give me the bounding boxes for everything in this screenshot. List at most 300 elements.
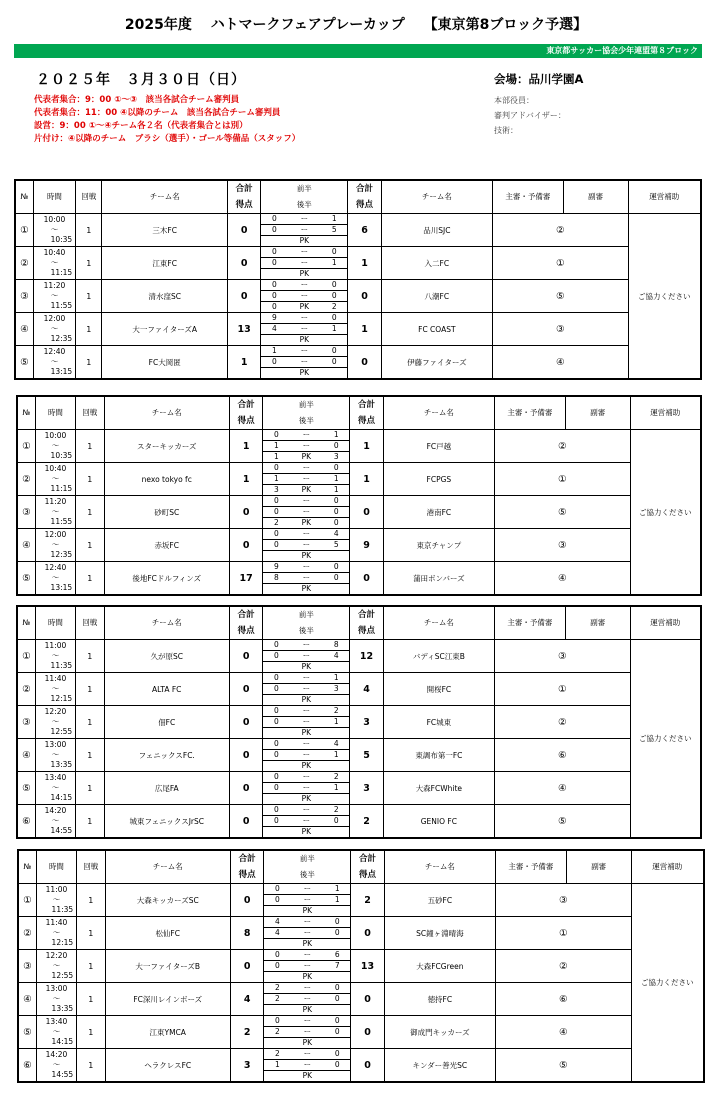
match-time xyxy=(36,1016,76,1049)
col-assistant: 副審 xyxy=(565,396,630,430)
time-separator: ～ xyxy=(52,928,61,937)
referee-team: ③ xyxy=(496,884,632,917)
match-row xyxy=(17,706,701,739)
match-number: ⑤ xyxy=(17,562,35,596)
col-assistant: 副審 xyxy=(563,180,628,214)
dash: ー xyxy=(300,247,309,256)
col-time: 時間 xyxy=(33,180,75,214)
assembly-notes xyxy=(34,94,300,146)
pk-score xyxy=(264,972,350,982)
match-time xyxy=(36,950,76,983)
second-half-score xyxy=(263,573,349,584)
referee-team: ① xyxy=(495,463,631,496)
home-total: 0 xyxy=(229,496,262,529)
home-total: 0 xyxy=(229,772,262,805)
schedule-table xyxy=(17,849,705,1083)
score-breakdown xyxy=(263,496,350,529)
score-breakdown xyxy=(263,529,350,562)
second-half-label: 後半 xyxy=(296,200,312,209)
match-time xyxy=(33,214,75,247)
time-separator: ～ xyxy=(51,441,60,450)
dash: ー xyxy=(302,441,311,450)
away-goals: 6 xyxy=(334,950,340,959)
home-team: ヘラクレスFC xyxy=(105,1049,230,1083)
home-team: 江東FC xyxy=(102,247,227,280)
dash: ー xyxy=(303,1049,312,1058)
home-goals: 8 xyxy=(273,573,279,582)
second-half-score xyxy=(263,441,349,452)
score-breakdown xyxy=(264,1016,351,1049)
time-separator: ～ xyxy=(50,324,59,333)
match-number: ② xyxy=(18,917,36,950)
dash: ー xyxy=(302,706,311,715)
home-goals: 0 xyxy=(273,540,279,549)
first-half-score xyxy=(264,983,350,994)
first-half-score xyxy=(261,214,347,225)
start-time: 13:00 xyxy=(44,740,67,749)
end-time: 14:55 xyxy=(50,826,73,835)
score-breakdown xyxy=(264,884,351,917)
first-half-score xyxy=(263,496,349,507)
home-goals xyxy=(263,584,289,594)
col-away-team: チーム名 xyxy=(383,396,494,430)
home-goals: 0 xyxy=(273,805,279,814)
dash: ー xyxy=(302,562,311,571)
home-goals: 1 xyxy=(273,474,279,483)
end-time: 11:55 xyxy=(50,301,73,310)
dash: ー xyxy=(303,1060,312,1069)
second-half-label: 後半 xyxy=(298,626,314,635)
second-half-score xyxy=(264,895,350,906)
end-time: 10:35 xyxy=(50,451,73,460)
home-goals xyxy=(264,906,290,916)
second-half-score xyxy=(263,750,349,761)
col-away-total xyxy=(351,850,384,884)
match-row xyxy=(17,496,701,529)
away-team: 東調布第一FC xyxy=(383,739,494,772)
away-goals xyxy=(323,761,349,771)
match-time xyxy=(35,430,75,463)
away-total: 0 xyxy=(351,1049,384,1083)
col-away-team: チーム名 xyxy=(383,606,494,640)
away-goals: 0 xyxy=(333,441,339,450)
away-goals: 1 xyxy=(333,485,339,494)
time-separator: ～ xyxy=(52,895,61,904)
home-goals: 1 xyxy=(271,346,277,355)
col-assistant: 副審 xyxy=(565,606,630,640)
match-number: ① xyxy=(17,640,35,673)
away-total: 2 xyxy=(351,884,384,917)
away-goals xyxy=(323,728,349,738)
match-row xyxy=(17,805,701,839)
away-goals xyxy=(321,236,347,246)
pk-score xyxy=(263,584,349,594)
home-goals: 0 xyxy=(274,1016,280,1025)
col-no: № xyxy=(17,606,35,640)
home-goals xyxy=(261,236,287,246)
round: 1 xyxy=(77,950,105,983)
end-time: 12:15 xyxy=(50,694,73,703)
home-goals: 4 xyxy=(271,324,277,333)
round: 1 xyxy=(77,917,105,950)
end-time: 11:35 xyxy=(50,661,73,670)
end-time: 11:55 xyxy=(50,517,73,526)
start-time: 11:00 xyxy=(44,641,67,650)
total-label: 合計 xyxy=(235,184,253,194)
home-team: 江東YMCA xyxy=(105,1016,230,1049)
home-goals: 0 xyxy=(273,684,279,693)
pk-score xyxy=(263,827,349,837)
home-goals xyxy=(261,269,287,279)
dash: ー xyxy=(303,895,312,904)
home-total: 4 xyxy=(230,983,263,1016)
away-total: 1 xyxy=(348,247,381,280)
home-goals: 0 xyxy=(273,463,279,472)
col-no: № xyxy=(15,180,33,214)
association-banner: 東京都サッカー協会少年連盟第８ブロック xyxy=(14,44,702,58)
dash: ー xyxy=(300,258,309,267)
away-team: 伊藤ファイターズ xyxy=(381,346,492,380)
away-total: 6 xyxy=(348,214,381,247)
time-separator: ～ xyxy=(52,1060,61,1069)
score-breakdown xyxy=(264,950,351,983)
home-goals xyxy=(263,761,289,771)
dash: ー xyxy=(302,496,311,505)
away-goals xyxy=(324,1038,350,1048)
round: 1 xyxy=(77,884,105,917)
time-separator: ～ xyxy=(51,507,60,516)
end-time: 13:15 xyxy=(50,583,73,592)
pk-score xyxy=(261,236,347,246)
referee-team: ⑤ xyxy=(492,280,628,313)
home-team: 大森キッカーズSC xyxy=(105,884,230,917)
col-home-total xyxy=(229,606,262,640)
start-time: 11:20 xyxy=(44,497,67,506)
away-team: FC城東 xyxy=(383,706,494,739)
end-time: 12:55 xyxy=(51,971,74,980)
away-goals: 0 xyxy=(333,507,339,516)
end-time: 12:35 xyxy=(50,334,73,343)
time-separator: ～ xyxy=(50,258,59,267)
second-half-score xyxy=(261,291,347,302)
match-number: ③ xyxy=(17,496,35,529)
match-time xyxy=(35,463,75,496)
home-goals xyxy=(264,1071,290,1081)
dash: ー xyxy=(302,507,311,516)
home-team: 砂町SC xyxy=(104,496,229,529)
away-team: 開桜FC xyxy=(383,673,494,706)
second-half-score xyxy=(263,717,349,728)
first-half-score xyxy=(263,430,349,441)
col-home-team: チーム名 xyxy=(102,180,227,214)
pk-label: PK xyxy=(302,1071,313,1080)
col-support: 運営補助 xyxy=(628,180,701,214)
col-away-total xyxy=(348,180,381,214)
away-goals: 0 xyxy=(334,983,340,992)
round: 1 xyxy=(77,1049,105,1083)
home-team: 松仙FC xyxy=(105,917,230,950)
away-goals: 0 xyxy=(333,562,339,571)
col-round: 回戦 xyxy=(76,606,104,640)
dash: ー xyxy=(303,1016,312,1025)
home-goals: 2 xyxy=(274,994,280,1003)
away-goals xyxy=(323,794,349,804)
home-goals: 0 xyxy=(273,507,279,516)
away-goals xyxy=(324,939,350,949)
home-goals xyxy=(261,335,287,345)
first-half-score xyxy=(263,739,349,750)
start-time: 14:20 xyxy=(44,806,67,815)
dash: ー xyxy=(303,917,312,926)
first-half-score xyxy=(261,313,347,324)
col-time: 時間 xyxy=(35,606,75,640)
round: 1 xyxy=(76,313,102,346)
home-goals: 0 xyxy=(273,783,279,792)
dash: ー xyxy=(302,717,311,726)
time-separator: ～ xyxy=(52,961,61,970)
time-separator: ～ xyxy=(51,816,60,825)
away-goals: 1 xyxy=(333,430,339,439)
match-row xyxy=(18,950,704,983)
away-goals: 1 xyxy=(333,717,339,726)
home-goals: 2 xyxy=(274,1027,280,1036)
home-goals: 0 xyxy=(274,961,280,970)
score-breakdown xyxy=(263,430,350,463)
match-time xyxy=(35,706,75,739)
start-time: 13:40 xyxy=(45,1017,68,1026)
pk-label: PK xyxy=(299,368,310,377)
away-goals: 0 xyxy=(333,496,339,505)
total-label: 合計 xyxy=(237,610,255,620)
home-goals xyxy=(263,551,289,561)
round: 1 xyxy=(76,640,104,673)
start-time: 14:20 xyxy=(45,1050,68,1059)
header-row xyxy=(18,850,704,884)
home-total: 8 xyxy=(230,917,263,950)
referee-team: ③ xyxy=(495,529,631,562)
event-date: ２０２５年 ３月３０日（日） xyxy=(36,72,246,88)
pk-score xyxy=(261,335,347,345)
official-line: 技術： xyxy=(494,126,518,135)
home-team: FC大岡匿 xyxy=(102,346,227,380)
home-goals: 0 xyxy=(271,258,277,267)
end-time: 14:55 xyxy=(51,1070,74,1079)
home-goals: 0 xyxy=(271,225,277,234)
col-no: № xyxy=(18,850,36,884)
col-referee: 主審・予備審 xyxy=(495,606,566,640)
time-separator: ～ xyxy=(51,717,60,726)
round: 1 xyxy=(76,706,104,739)
home-goals xyxy=(263,728,289,738)
pk-score xyxy=(263,662,349,672)
time-separator: ～ xyxy=(52,994,61,1003)
home-goals xyxy=(264,1038,290,1048)
match-row xyxy=(17,772,701,805)
score-breakdown xyxy=(261,280,348,313)
round: 1 xyxy=(76,496,104,529)
away-goals: 1 xyxy=(333,750,339,759)
away-goals: 4 xyxy=(333,529,339,538)
away-goals xyxy=(323,584,349,594)
second-half-score xyxy=(263,816,349,827)
round: 1 xyxy=(76,430,104,463)
dash: ー xyxy=(302,640,311,649)
home-goals: 1 xyxy=(273,441,279,450)
match-time xyxy=(35,805,75,839)
away-goals: 0 xyxy=(333,518,339,527)
home-team: フェニックスFC. xyxy=(104,739,229,772)
start-time: 12:20 xyxy=(45,951,68,960)
points-label: 得点 xyxy=(237,416,255,426)
dash: ー xyxy=(300,214,309,223)
home-goals: 3 xyxy=(273,485,279,494)
match-row xyxy=(18,1016,704,1049)
pk-label: PK xyxy=(301,695,312,704)
match-number: ③ xyxy=(18,950,36,983)
total-label: 合計 xyxy=(355,184,373,194)
match-time xyxy=(35,640,75,673)
col-home-team: チーム名 xyxy=(105,850,230,884)
away-goals xyxy=(323,551,349,561)
match-number: ④ xyxy=(17,739,35,772)
home-total: 1 xyxy=(229,430,262,463)
first-half-label: 前半 xyxy=(299,854,315,863)
time-separator: ～ xyxy=(51,684,60,693)
first-half-label: 前半 xyxy=(298,610,314,619)
away-total: 3 xyxy=(350,772,383,805)
match-number: ④ xyxy=(18,983,36,1016)
match-row xyxy=(15,346,701,380)
match-time xyxy=(35,562,75,596)
home-total: 0 xyxy=(230,950,263,983)
pk-score xyxy=(264,939,350,949)
away-total: 1 xyxy=(348,313,381,346)
match-row xyxy=(15,280,701,313)
match-row xyxy=(15,247,701,280)
first-half-score xyxy=(263,463,349,474)
dash: ー xyxy=(300,225,309,234)
start-time: 12:20 xyxy=(44,707,67,716)
home-total: 0 xyxy=(227,247,260,280)
away-goals: 2 xyxy=(333,805,339,814)
away-team: 港南FC xyxy=(383,496,494,529)
first-half-score xyxy=(264,1016,350,1027)
col-away-total xyxy=(350,606,383,640)
match-time xyxy=(35,772,75,805)
note-line: 代表者集合：11：00 ④以降のチーム 該当各試合チーム審判員 xyxy=(34,108,281,118)
second-half-score xyxy=(263,651,349,662)
home-goals: 0 xyxy=(273,739,279,748)
away-goals xyxy=(321,269,347,279)
away-total: 0 xyxy=(351,917,384,950)
first-half-score xyxy=(263,706,349,717)
away-total: 13 xyxy=(351,950,384,983)
home-goals xyxy=(263,794,289,804)
start-time: 11:00 xyxy=(45,885,68,894)
pk-score xyxy=(264,1005,350,1015)
points-label: 得点 xyxy=(235,200,253,210)
pk-score xyxy=(261,302,347,312)
away-goals: 4 xyxy=(333,739,339,748)
note-line: 片付け：④以降のチーム ブラシ（選手）・ゴール等備品（スタッフ） xyxy=(34,134,301,144)
score-breakdown xyxy=(264,983,351,1016)
score-breakdown xyxy=(263,640,350,673)
pk-label: PK xyxy=(301,518,312,527)
away-total: 3 xyxy=(350,706,383,739)
home-goals xyxy=(263,695,289,705)
dash: ー xyxy=(303,1027,312,1036)
start-time: 11:20 xyxy=(43,281,66,290)
end-time: 13:35 xyxy=(51,1004,74,1013)
home-goals: 0 xyxy=(273,750,279,759)
match-time xyxy=(35,673,75,706)
schedule-table xyxy=(16,395,702,596)
dash: ー xyxy=(302,430,311,439)
col-round: 回戦 xyxy=(76,180,102,214)
away-goals: 0 xyxy=(334,928,340,937)
away-team: キンダー善光SC xyxy=(384,1049,495,1083)
round: 1 xyxy=(76,772,104,805)
end-time: 13:15 xyxy=(50,367,73,376)
round: 1 xyxy=(76,529,104,562)
match-time xyxy=(36,1049,76,1083)
away-total: 1 xyxy=(350,430,383,463)
pk-label: PK xyxy=(302,906,313,915)
first-half-score xyxy=(261,247,347,258)
away-team: バディSC江東B xyxy=(383,640,494,673)
score-breakdown xyxy=(261,346,348,380)
start-time: 11:40 xyxy=(44,674,67,683)
match-row xyxy=(15,214,701,247)
home-team: 大一ファイターズA xyxy=(102,313,227,346)
away-team: 御成門キッカーズ xyxy=(384,1016,495,1049)
match-number: ① xyxy=(17,430,35,463)
home-goals: 0 xyxy=(271,247,277,256)
home-goals: 2 xyxy=(274,1049,280,1058)
away-team: 東京チャンプ xyxy=(383,529,494,562)
pk-label: PK xyxy=(301,728,312,737)
home-goals: 0 xyxy=(273,717,279,726)
support-note: ご協力ください xyxy=(630,430,701,596)
away-goals xyxy=(324,906,350,916)
pk-label: PK xyxy=(299,236,310,245)
start-time: 10:00 xyxy=(44,431,67,440)
referee-team: ② xyxy=(495,430,631,463)
col-referee: 主審・予備審 xyxy=(495,396,566,430)
col-support: 運営補助 xyxy=(631,850,704,884)
score-breakdown xyxy=(261,247,348,280)
home-team: 三木FC xyxy=(102,214,227,247)
home-goals: 0 xyxy=(274,884,280,893)
away-goals: 1 xyxy=(331,258,337,267)
round: 1 xyxy=(76,214,102,247)
home-team: 後地FCドルフィンズ xyxy=(104,562,229,596)
second-half-score xyxy=(263,783,349,794)
away-goals: 1 xyxy=(333,474,339,483)
dash: ー xyxy=(300,291,309,300)
away-goals: 0 xyxy=(331,280,337,289)
away-goals xyxy=(321,368,347,378)
schedule-table xyxy=(16,605,702,839)
away-goals: 3 xyxy=(333,684,339,693)
pk-score xyxy=(263,728,349,738)
home-goals xyxy=(263,827,289,837)
dash: ー xyxy=(302,772,311,781)
end-time: 14:15 xyxy=(50,793,73,802)
time-separator: ～ xyxy=(50,225,59,234)
home-team: 城東フェニックスJrSC xyxy=(104,805,229,839)
venue: 会場：品川学園A xyxy=(494,72,584,86)
